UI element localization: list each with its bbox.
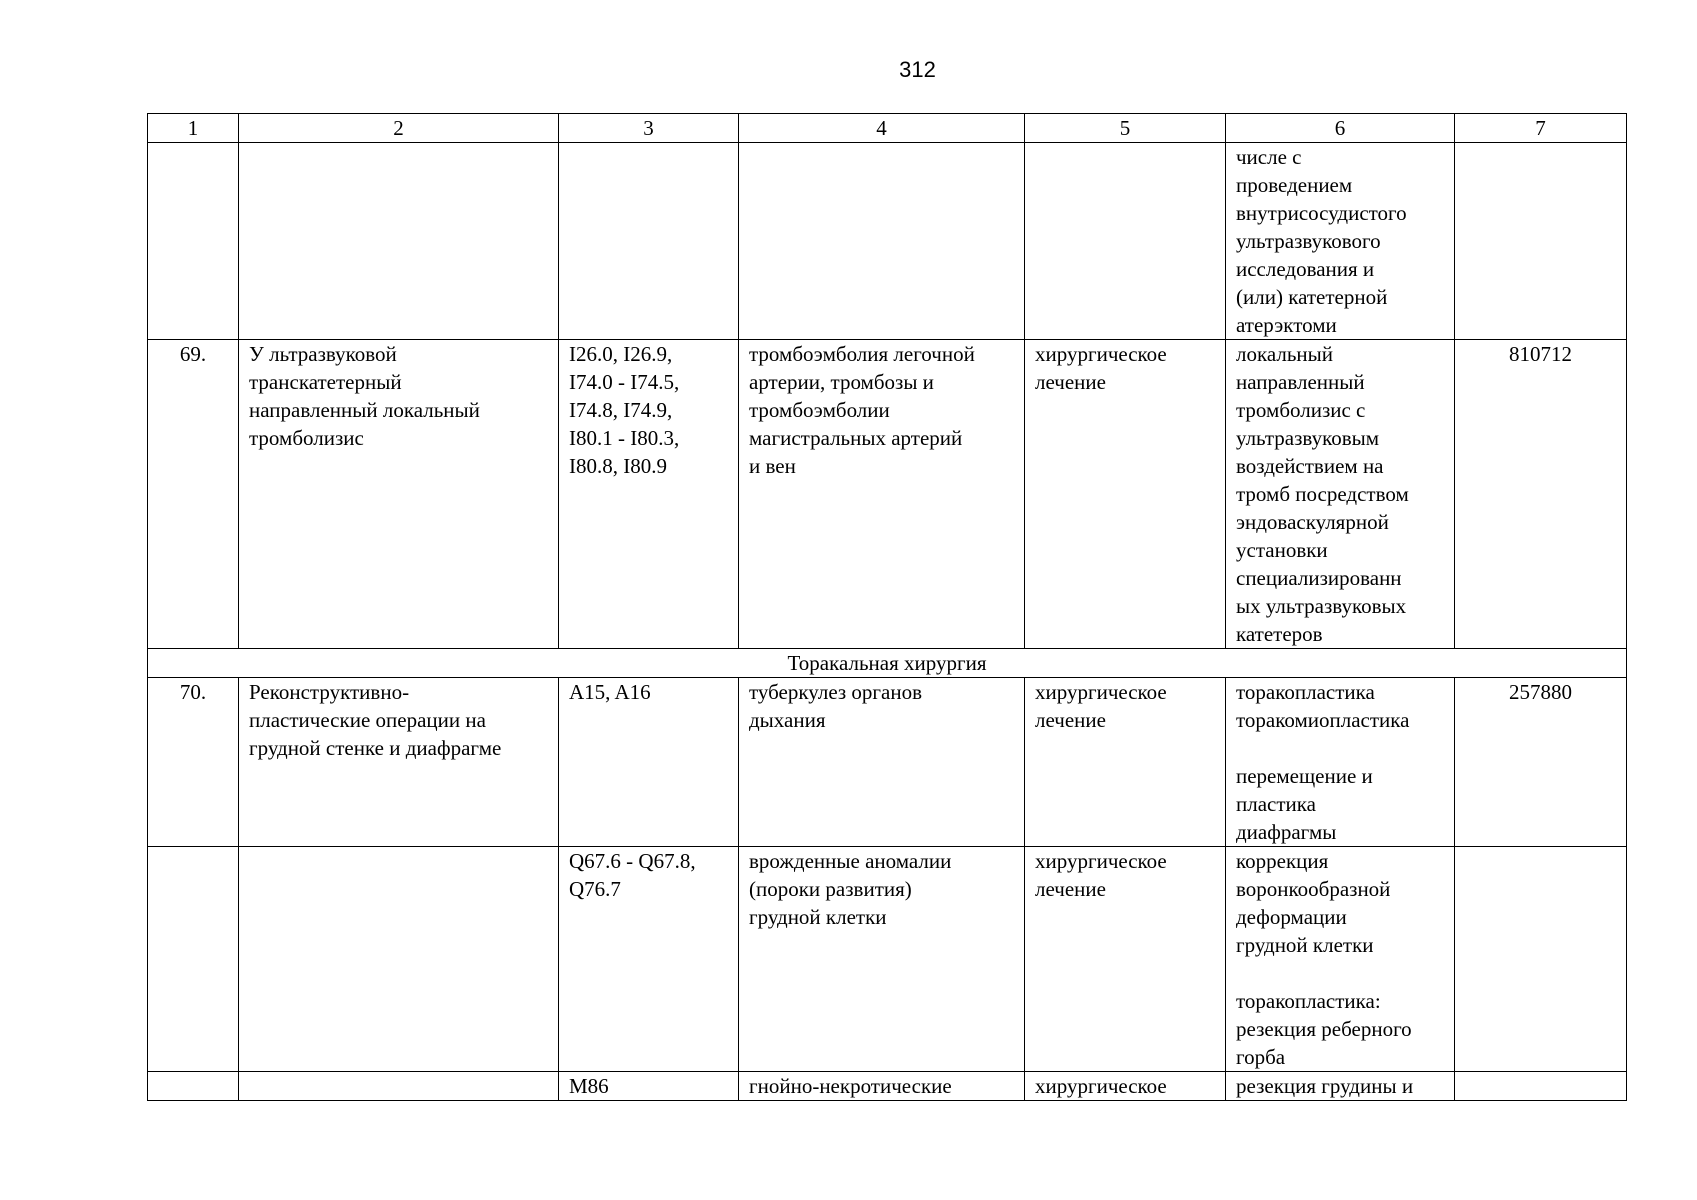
row-number: 69. xyxy=(148,340,239,649)
column-number: 1 xyxy=(148,114,239,143)
table-row xyxy=(148,678,1627,847)
row-number: 70. xyxy=(148,678,239,847)
service-name xyxy=(239,143,559,340)
column-number: 2 xyxy=(239,114,559,143)
price xyxy=(1455,847,1627,1072)
icd-codes: Q67.6 - Q67.8, Q76.7 xyxy=(559,847,739,1072)
diagnosis: тромбоэмболия легочной артерии, тромбозы и тромбоэмболии магистральных артерий и вен xyxy=(739,340,1025,649)
column-number: 4 xyxy=(739,114,1025,143)
column-number-row xyxy=(148,114,1627,143)
row-number xyxy=(148,143,239,340)
treatment-method: числе с проведением внутрисосудистого ультразвукового исследования и (или) катетерной атерэктоми xyxy=(1226,143,1455,340)
section-row xyxy=(148,649,1627,678)
treatment-method: торакопластика торакомиопластика перемещение и пластика диафрагмы xyxy=(1226,678,1455,847)
row-number xyxy=(148,1072,239,1101)
treatment-type: хирургическое лечение xyxy=(1025,847,1226,1072)
icd-codes xyxy=(559,143,739,340)
diagnosis: гнойно-некротические xyxy=(739,1072,1025,1101)
service-name xyxy=(239,847,559,1072)
icd-codes: I26.0, I26.9, I74.0 - I74.5, I74.8, I74.9, I80.1 - I80.3, I80.8, I80.9 xyxy=(559,340,739,649)
icd-codes: A15, A16 xyxy=(559,678,739,847)
treatment-method: локальный направленный тромболизис с ультразвуковым воздействием на тромб посредством эндоваскулярной установки специализированн ых ультразвуковых катетеров xyxy=(1226,340,1455,649)
section-title: Торакальная хирургия xyxy=(148,649,1627,678)
service-name: Реконструктивно- пластические операции на грудной стенке и диафрагме xyxy=(239,678,559,847)
treatment-type: хирургическое лечение xyxy=(1025,340,1226,649)
treatment-type xyxy=(1025,143,1226,340)
diagnosis: врожденные аномалии (пороки развития) грудной клетки xyxy=(739,847,1025,1072)
table-row xyxy=(148,143,1627,340)
services-table xyxy=(147,113,1627,1101)
table-row xyxy=(148,340,1627,649)
price xyxy=(1455,143,1627,340)
diagnosis xyxy=(739,143,1025,340)
treatment-method: коррекция воронкообразной деформации грудной клетки торакопластика: резекция реберного горба xyxy=(1226,847,1455,1072)
column-number: 7 xyxy=(1455,114,1627,143)
price: 810712 xyxy=(1455,340,1627,649)
treatment-type: хирургическое xyxy=(1025,1072,1226,1101)
column-number: 5 xyxy=(1025,114,1226,143)
column-number: 3 xyxy=(559,114,739,143)
table-row xyxy=(148,847,1627,1072)
price xyxy=(1455,1072,1627,1101)
column-number: 6 xyxy=(1226,114,1455,143)
treatment-type: хирургическое лечение xyxy=(1025,678,1226,847)
table-row xyxy=(148,1072,1627,1101)
service-name: У льтразвуковой транскатетерный направленный локальный тромболизис xyxy=(239,340,559,649)
icd-codes: M86 xyxy=(559,1072,739,1101)
row-number xyxy=(148,847,239,1072)
price: 257880 xyxy=(1455,678,1627,847)
service-name xyxy=(239,1072,559,1101)
page-number: 312 xyxy=(899,57,936,82)
treatment-method: резекция грудины и xyxy=(1226,1072,1455,1101)
diagnosis: туберкулез органов дыхания xyxy=(739,678,1025,847)
